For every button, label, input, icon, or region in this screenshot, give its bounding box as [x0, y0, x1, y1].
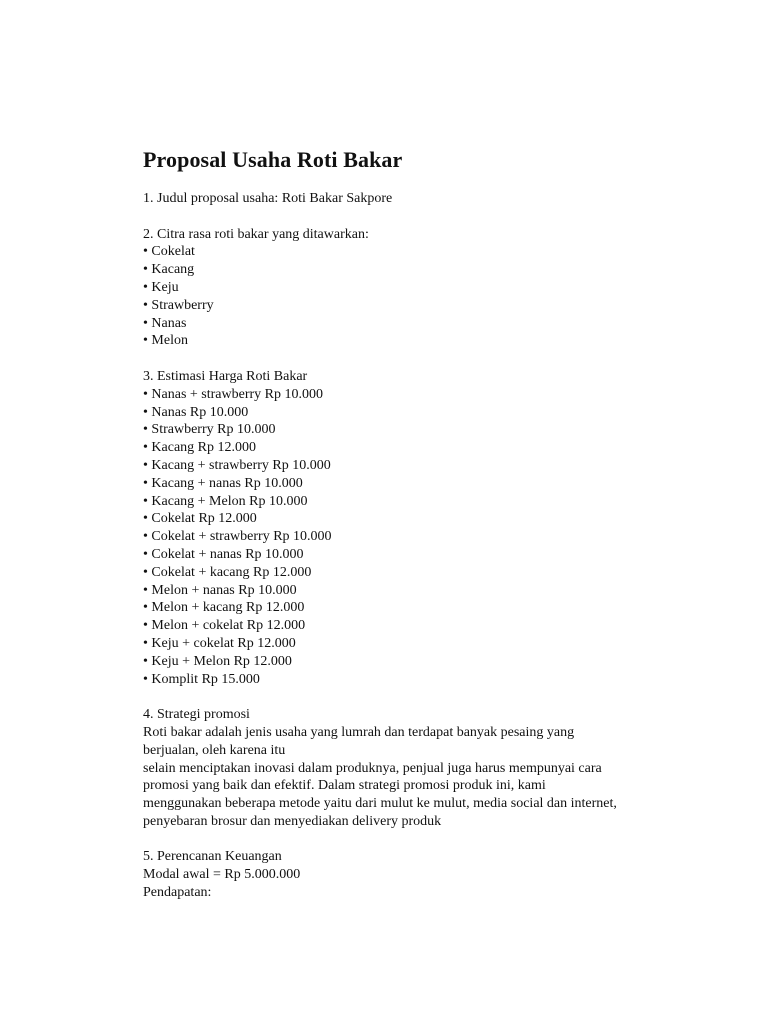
paragraph-line: berjualan, oleh karena itu — [143, 742, 286, 758]
price-item: • Kacang + nanas Rp 10.000 — [143, 475, 303, 491]
flavor-item: • Kacang — [143, 262, 195, 278]
price-item: • Nanas Rp 10.000 — [143, 404, 249, 420]
spacer — [143, 350, 703, 368]
paragraph-line: Roti bakar adalah jenis usaha yang lumrah dan terdapat banyak pesaing yang — [143, 724, 575, 740]
document-title: Proposal Usaha Roti Bakar — [143, 147, 403, 172]
price-item: • Strawberry Rp 10.000 — [143, 422, 276, 438]
price-item: • Nanas + strawberry Rp 10.000 — [143, 386, 323, 402]
section-4-heading: 4. Strategi promosi — [143, 707, 250, 723]
paragraph-line: selain menciptakan inovasi dalam produknya, penjual juga harus mempunyai cara — [143, 760, 602, 776]
price-item: • Cokelat + nanas Rp 10.000 — [143, 546, 304, 562]
flavor-item: • Cokelat — [143, 244, 195, 260]
price-item: • Cokelat + strawberry Rp 10.000 — [143, 529, 332, 545]
price-item: • Kacang Rp 12.000 — [143, 440, 256, 456]
price-item: • Kacang + strawberry Rp 10.000 — [143, 457, 331, 473]
spacer — [143, 688, 703, 706]
flavor-item: • Melon — [143, 333, 188, 349]
flavor-item: • Keju — [143, 279, 179, 295]
spacer — [143, 208, 703, 226]
spacer — [143, 831, 703, 849]
section-5-heading: 5. Perencanan Keuangan — [143, 849, 282, 865]
price-item: • Melon + nanas Rp 10.000 — [143, 582, 297, 598]
price-item: • Komplit Rp 15.000 — [143, 671, 260, 687]
section-2-heading: 2. Citra rasa roti bakar yang ditawarkan: — [143, 226, 369, 242]
document-page — [143, 146, 703, 902]
finance-line: Pendapatan: — [143, 885, 212, 901]
flavor-item: • Nanas — [143, 315, 187, 331]
paragraph-line: penyebaran brosur dan menyediakan delivery produk — [143, 813, 442, 829]
price-item: • Melon + cokelat Rp 12.000 — [143, 618, 306, 634]
price-item: • Keju + Melon Rp 12.000 — [143, 653, 292, 669]
section-1-heading: 1. Judul proposal usaha: Roti Bakar Sakpore — [143, 191, 393, 206]
flavor-item: • Strawberry — [143, 297, 214, 313]
price-item: • Keju + cokelat Rp 12.000 — [143, 635, 296, 651]
price-item: • Cokelat Rp 12.000 — [143, 511, 257, 527]
finance-line: Modal awal = Rp 5.000.000 — [143, 867, 301, 883]
price-item: • Cokelat + kacang Rp 12.000 — [143, 564, 312, 580]
price-item: • Kacang + Melon Rp 10.000 — [143, 493, 308, 509]
price-item: • Melon + kacang Rp 12.000 — [143, 600, 305, 616]
paragraph-line: promosi yang baik dan efektif. Dalam strategi promosi produk ini, kami — [143, 778, 546, 794]
paragraph-line: menggunakan beberapa metode yaitu dari mulut ke mulut, media social dan internet, — [143, 796, 617, 812]
section-3-heading: 3. Estimasi Harga Roti Bakar — [143, 368, 308, 384]
